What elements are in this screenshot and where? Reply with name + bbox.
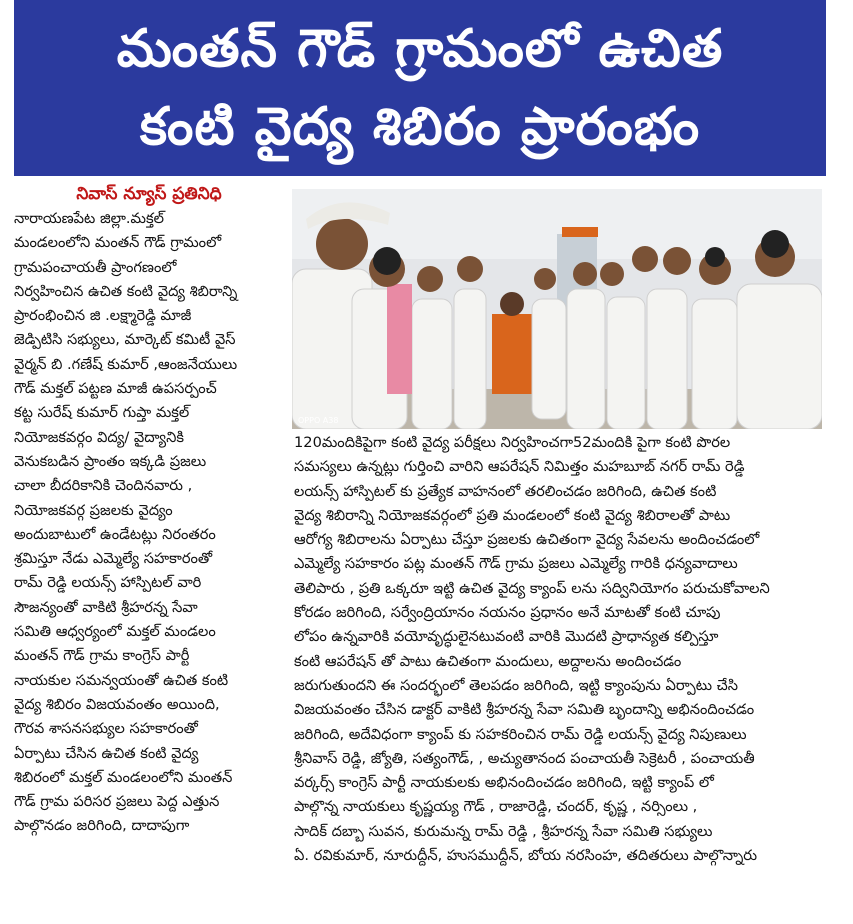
article-line: నియోజకవర్గం విద్య/ వైద్యానికి bbox=[14, 428, 184, 446]
article-line: ఎమ్మెల్యే సహకారం పట్ల మంతన్ గౌడ్ గ్రామ ప్రజలు ఎమ్మెల్యే గారికి ధన్యవాదాలు bbox=[294, 555, 738, 573]
article-line: వర్కర్స్ కాంగ్రెస్ పార్టీ నాయకులకు అభినందించడం జరిగింది, ఇట్టి క్యాంప్ లో bbox=[294, 774, 714, 792]
article-line: శ్రీనివాస్ రెడ్డి, జ్యోతి, సత్యంగౌడ్, , అచ్యుతానంద పంచాయతీ సెక్రెటరీ , పంచాయతీ bbox=[294, 749, 755, 767]
article-line: లయన్స్ హాస్పిటల్ కు ప్రత్యేక వాహనంలో తరలించడం జరిగింది, ఉచిత కంటి bbox=[294, 482, 717, 500]
news-photo bbox=[292, 189, 822, 429]
article-line: కోరడం జరిగింది, సర్వేంద్రియానం నయనం ప్రధానం అనే మాటతో కంటి చూపు bbox=[294, 604, 721, 622]
headline-line-2: కంటి వైద్య శిబిరం ప్రారంభం bbox=[139, 97, 701, 157]
article-line: కంటి ఆపరేషన్ తో పాటు ఉచితంగా మందులు, అద్దాలను అందించడం bbox=[294, 652, 682, 670]
article-line: నాయకుల సమన్వయంతో ఉచిత కంటి bbox=[14, 671, 229, 689]
left-article-column bbox=[14, 207, 284, 839]
article-line: గౌరవ శాసనసభ్యుల సహకారంతో bbox=[14, 720, 198, 738]
article-line: జరుగుతుందని ఈ సందర్భంలో తెలపడం జరిగింది, ఇట్టి క్యాంపును ఏర్పాటు చేసి bbox=[294, 676, 738, 694]
article-line: నారాయణపేట జిల్లా.మక్తల్ bbox=[14, 210, 164, 227]
article-line: 120మందికిపైగా కంటి వైద్య పరీక్షలు నిర్వహించగా52మందికి పైగా కంటి పొరల bbox=[294, 434, 731, 451]
article-line: విజయవంతం చేసిన డాక్టర్ వాకిటి శ్రీహరన్న సేవా సమితి బృందాన్ని అభినందించడం bbox=[294, 701, 755, 719]
article-line: లోపం ఉన్నవారికి వయోవృద్ధులైనటువంటి వారికి మొదటి ప్రాధాన్యత కల్పిస్తూ bbox=[294, 628, 719, 646]
article-line: గౌడ్ గ్రామ పరిసర ప్రజలు పెద్ద ఎత్తున bbox=[14, 793, 220, 811]
byline: నివాస్ న్యూస్ ప్రతినిధి bbox=[76, 184, 222, 204]
article-line: జెడ్పిటిసి సభ్యులు, మార్కెట్ కమిటీ వైస్ bbox=[14, 331, 236, 349]
article-line: నియోజకవర్గ ప్రజలకు వైద్యం bbox=[14, 501, 173, 519]
article-line: వెనుకబడిన ప్రాంతం ఇక్కడి ప్రజలు bbox=[14, 452, 207, 470]
headline-line-1: మంతన్ గౌడ్ గ్రామంలో ఉచిత bbox=[116, 19, 724, 79]
bottom-article-text bbox=[294, 431, 822, 868]
article-line: సౌజన్యంతో వాకిటి శ్రీహరన్న సేవా bbox=[14, 598, 198, 616]
article-line: వైర్మన్ బి .గణేష్ కుమార్ ,ఆంజనేయులు bbox=[14, 355, 238, 373]
article-line: ఏ. రవికుమార్, నూరుద్దీన్, హుసముద్దీన్, బోయ నరసింహ, తదితరులు పాల్గొన్నారు bbox=[294, 847, 757, 865]
article-line: పాల్గొనడం జరిగింది, దాదాపుగా bbox=[14, 817, 190, 835]
article-line: సమితి ఆధ్వర్యంలో మక్తల్ మండలం bbox=[14, 623, 216, 641]
photo-watermark: OPPO A38 bbox=[298, 416, 339, 425]
article-line: సాదిక్ దబ్బా సువన, కురుమన్న రామ్ రెడ్డి , శ్రీహరన్న సేవా సమితి సభ్యులు bbox=[294, 822, 713, 840]
article-line: వైద్య శిబిరం విజయవంతం అయింది, bbox=[14, 695, 220, 713]
article-line: ప్రారంభించిన జి .లక్ష్మారెడ్డి మాజీ bbox=[14, 307, 192, 325]
article-line: అందుబాటులో ఉండేటట్లు నిరంతరం bbox=[14, 525, 216, 543]
article-line: రామ్ రెడ్డి లయన్స్ హాస్పిటల్ వారి bbox=[14, 574, 202, 592]
article-line: పాల్గొన్న నాయకులు కృష్ణయ్య గౌడ్ , రాజారెడ్డి, చందర్, కృష్ణ , నర్సింలు , bbox=[294, 798, 698, 816]
article-line: ఏర్పాటు చేసిన ఉచిత కంటి వైద్య bbox=[14, 744, 199, 762]
article-line: నిర్వహించిన ఉచిత కంటి వైద్య శిబిరాన్ని bbox=[14, 282, 238, 300]
article-line: శ్రమిస్తూ నేడు ఎమ్మెల్యే సహకారంతో bbox=[14, 550, 213, 568]
article-line: కట్ట సురేష్ కుమార్ గుప్తా మక్తల్ bbox=[14, 404, 190, 422]
article-line: వైద్య శిబిరాన్ని నియోజకవర్గంలో ప్రతి మండలంలో కంటి వైద్య శిబిరాలతో పాటు bbox=[294, 506, 731, 524]
article-line: జరిగింది, అదేవిధంగా క్యాంప్ కు సహకరించిన రామ్ రెడ్డి లయన్స్ వైద్య నిపుణులు bbox=[294, 725, 747, 743]
article-line: గౌడ్ మక్తల్ పట్టణ మాజీ ఉపసర్పంచ్ bbox=[14, 380, 217, 398]
article-line: మండలంలోని మంతన్ గౌడ్ గ్రామంలో bbox=[14, 234, 222, 252]
headline-banner bbox=[14, 0, 826, 176]
article-line: సమస్యలు ఉన్నట్లు గుర్తించి వారిని ఆపరేషన్ నిమిత్తం మహబూబ్ నగర్ రామ్ రెడ్డి bbox=[294, 458, 745, 476]
article-line: శిబిరంలో మక్తల్ మండలంలోని మంతన్ bbox=[14, 768, 233, 786]
article-line: చాలా బీదరికానికి చెందినవారు , bbox=[14, 477, 193, 495]
article-line: ఆరోగ్య శిబిరాలను ఏర్పాటు చేస్తూ ప్రజలకు ఉచితంగా వైద్య సేవలను అందించడంలో bbox=[294, 531, 760, 549]
article-line: మంతన్ గౌడ్ గ్రామ కాంగ్రెస్ పార్టీ bbox=[14, 647, 190, 665]
photo-illustration bbox=[292, 189, 822, 429]
article-line: గ్రామపంచాయతీ ప్రాంగణంలో bbox=[14, 258, 177, 276]
article-line: తెలిపారు , ప్రతి ఒక్కరూ ఇట్టి ఉచిత వైద్య క్యాంప్ లను సద్వినియోగం పరుచుకోవాలని bbox=[294, 579, 770, 597]
